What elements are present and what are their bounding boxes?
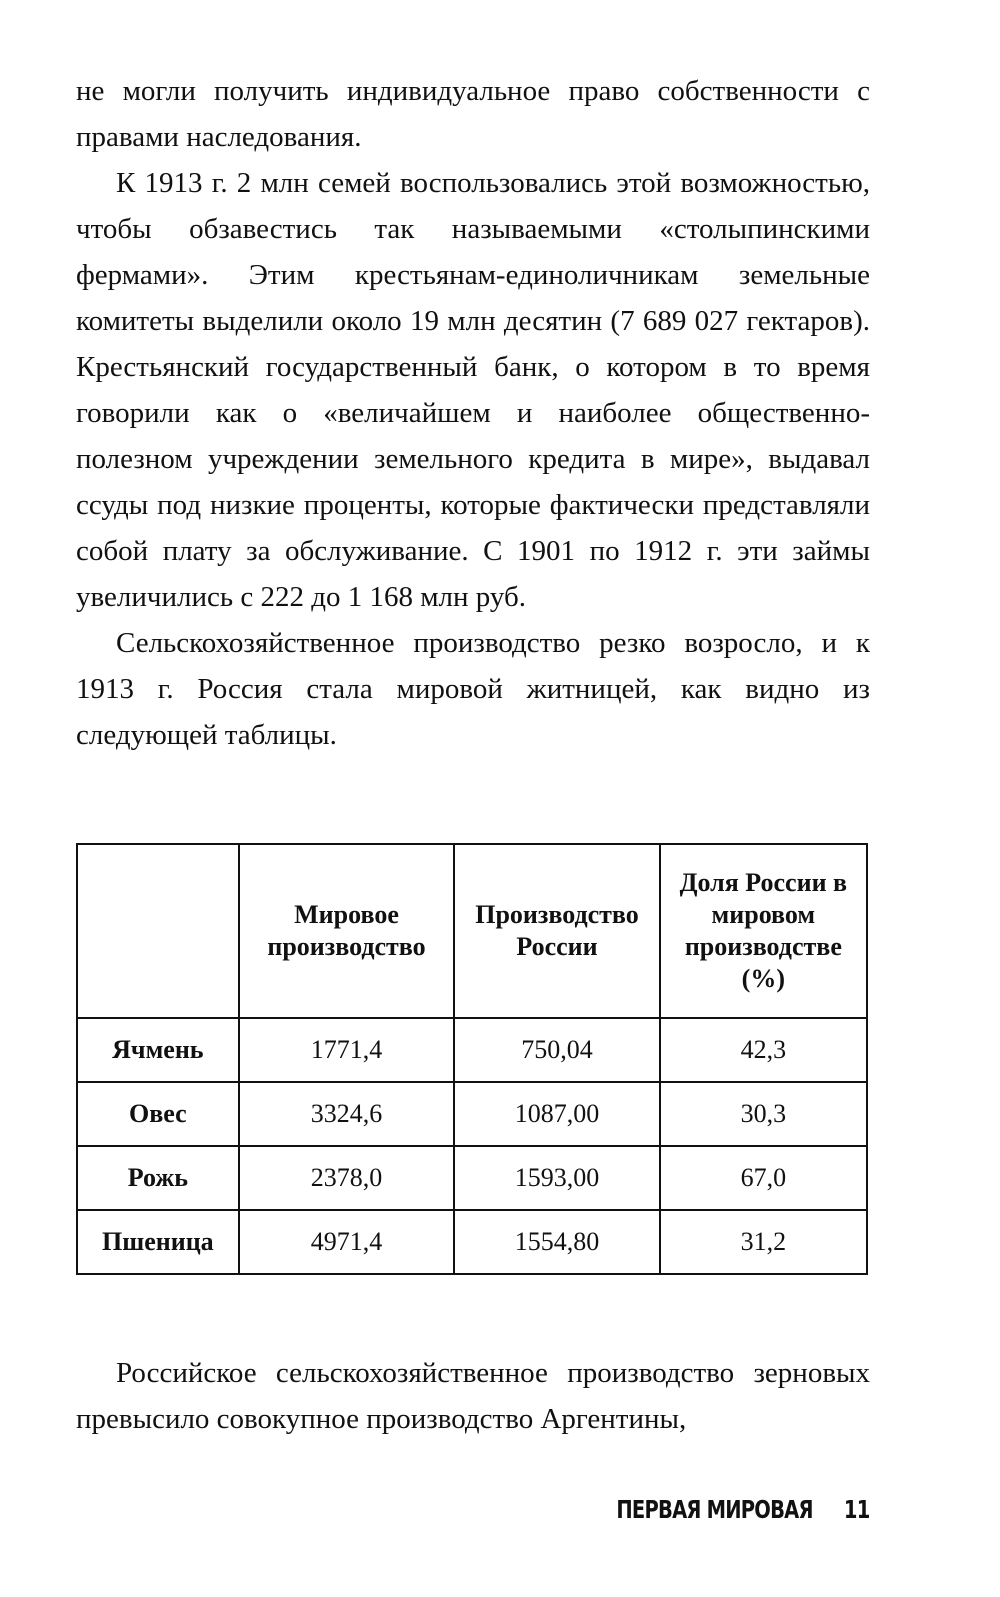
paragraph-4: Российское сельскохозяйственное производство зерновых превысило совокупное производство Аргентины, [76,1357,870,1435]
row-share: 67,0 [660,1146,867,1210]
row-crop: Пшеница [77,1210,239,1274]
table-header-row [77,844,867,1018]
header-crop [77,844,239,1018]
row-share: 31,2 [660,1210,867,1274]
body-text-bottom [76,1350,870,1442]
running-head-title: ПЕРВАЯ МИРОВАЯ [616,1495,814,1524]
header-russia-production: Производство России [454,844,659,1018]
row-share: 42,3 [660,1018,867,1082]
row-crop: Ячмень [77,1018,239,1082]
table-row [77,1210,867,1274]
row-share: 30,3 [660,1082,867,1146]
row-russia: 1593,00 [454,1146,659,1210]
paragraph-1: не могли получить индивидуальное право собственности с правами наследования. [76,75,870,153]
row-russia: 1087,00 [454,1082,659,1146]
row-world: 2378,0 [239,1146,455,1210]
page-number: 11 [844,1495,870,1524]
body-text-top [76,68,870,758]
paragraph-3: Сельскохозяйственное производство резко возросло, и к 1913 г. Россия стала мировой житницей, как видно из следующей таблицы. [76,627,870,751]
header-russia-share: Доля России в мировом производстве (%) [660,844,867,1018]
row-world: 1771,4 [239,1018,455,1082]
table-row [77,1146,867,1210]
grain-production-table [76,843,868,1275]
row-russia: 1554,80 [454,1210,659,1274]
paragraph-2: К 1913 г. 2 млн семей воспользовались этой возможностью, чтобы обзавестись так называемыми «столыпинскими фермами». Этим крестьянам-единоличникам земельные комитеты выделили около 19 млн десятин (7 689 027 гектаров). Крестьянский государственный банк, о котором в то время говорили как о «величайшем и наиболее общественно-полезном учреждении земельного кредита в мире», выдавал ссуды под низкие проценты, которые фактически представляли собой плату за обслуживание. С 1901 по 1912 г. эти займы увеличились с 222 до 1 168 млн руб. [76,167,870,613]
table-row [77,1018,867,1082]
row-crop: Рожь [77,1146,239,1210]
row-world: 4971,4 [239,1210,455,1274]
row-crop: Овес [77,1082,239,1146]
running-head [617,1495,870,1524]
row-world: 3324,6 [239,1082,455,1146]
header-world-production: Мировое производство [239,844,455,1018]
row-russia: 750,04 [454,1018,659,1082]
table-row [77,1082,867,1146]
